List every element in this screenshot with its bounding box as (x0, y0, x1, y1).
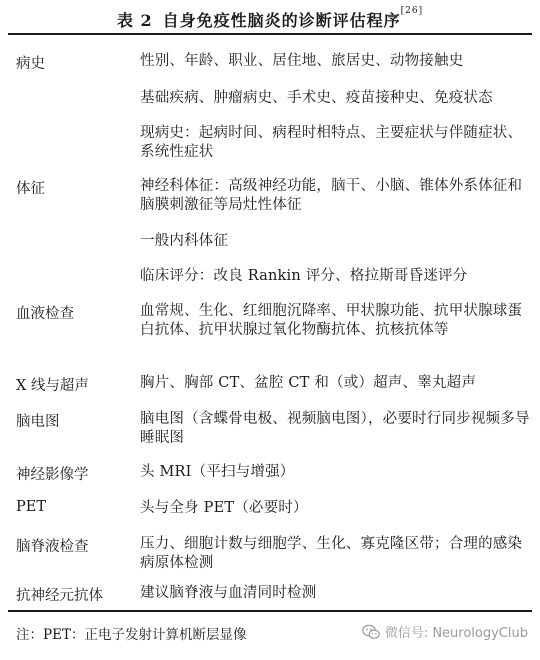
row-item: 现病史：起病时间、病程时相特点、主要症状与伴随症状、系统性症状 (140, 125, 523, 160)
row-item: 头 MRI（平扫与增强） (140, 464, 295, 480)
row-item: 神经科体征：高级神经功能，脑干、小脑、锥体外系体征和脑膜刺激征等局灶性体征 (140, 178, 523, 213)
reference-marker: [26] (400, 6, 424, 16)
row-item: 临床评分：改良 Rankin 评分、格拉斯哥昏迷评分 (140, 268, 468, 284)
row-category: 病史 (16, 56, 45, 72)
table-top-rule (8, 33, 532, 35)
row-item: 建议脑脊液与血清同时检测 (140, 585, 317, 601)
row-item: 压力、细胞计数与细胞学、生化、寡克隆区带；合理的感染病原体检测 (140, 536, 523, 571)
row-item: 血常规、生化、红细胞沉降率、甲状腺功能、抗甲状腺球蛋白抗体、抗甲状腺过氧化物酶抗体、抗核抗体等 (140, 303, 523, 338)
row-item: 头与全身 PET（必要时） (140, 500, 308, 516)
table-title (0, 8, 540, 31)
row-category: PET (16, 499, 47, 515)
wechat-icon (362, 624, 380, 640)
row-item: 一般内科体征 (140, 233, 229, 249)
row-item: 性别、年龄、职业、居住地、旅居史、动物接触史 (140, 53, 464, 69)
row-category: 脑脊液检查 (16, 539, 89, 555)
row-category: 体征 (16, 181, 45, 197)
watermark (362, 622, 528, 641)
table-number: 表 2 (116, 11, 153, 30)
row-category: 抗神经元抗体 (16, 588, 103, 604)
table-bottom-rule (8, 610, 532, 612)
row-category: X 线与超声 (16, 378, 89, 394)
row-category: 血液检查 (16, 306, 74, 322)
table-footnote: 注：PET：正电子发射计算机断层显像 (16, 627, 247, 643)
row-category: 神经影像学 (16, 467, 89, 483)
watermark-text: 微信号: NeurologyClub (384, 626, 528, 641)
row-item: 脑电图（含蝶骨电极、视频脑电图），必要时行同步视频多导睡眠图 (140, 411, 530, 446)
row-category: 脑电图 (16, 414, 60, 430)
row-item: 胸片、胸部 CT、盆腔 CT 和（或）超声、睾丸超声 (140, 375, 477, 391)
row-item: 基础疾病、肿瘤病史、手术史、疫苗接种史、免疫状态 (140, 90, 493, 106)
table-title-text: 自身免疫性脑炎的诊断评估程序 (162, 11, 401, 30)
